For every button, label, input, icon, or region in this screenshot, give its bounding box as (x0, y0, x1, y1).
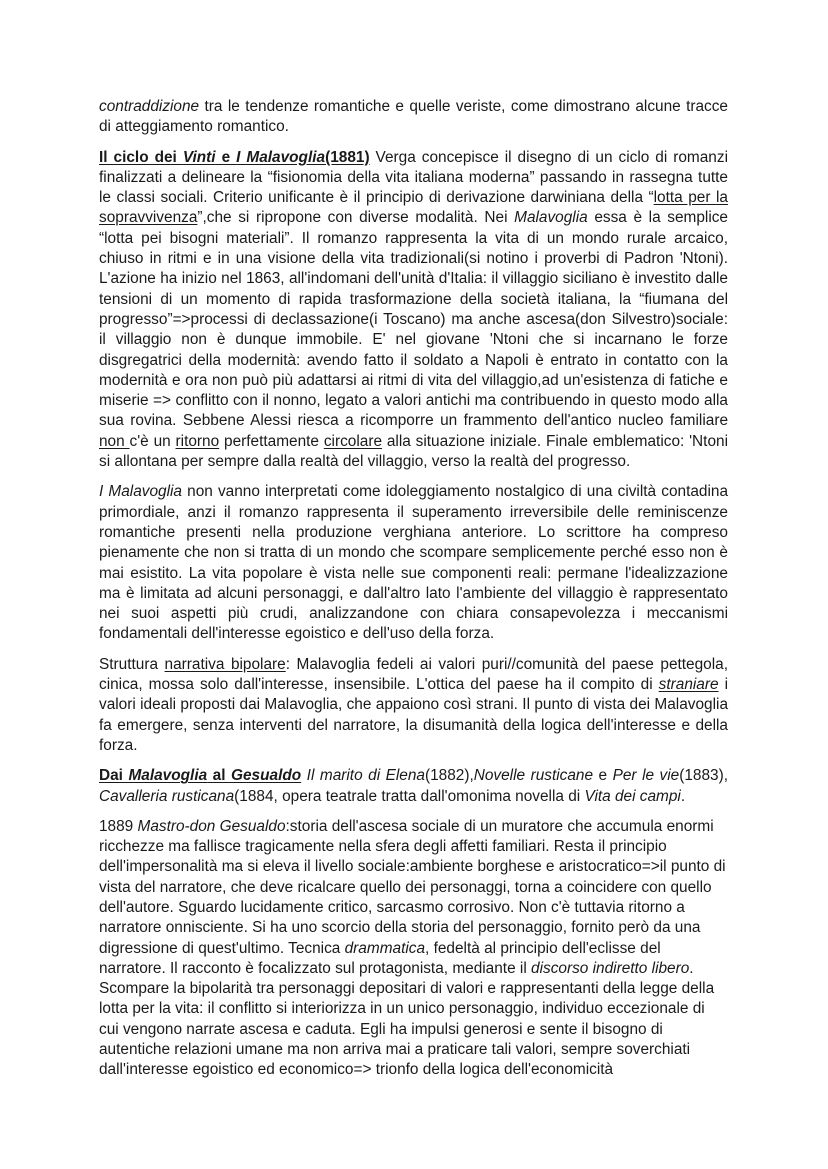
italic-term: contraddizione (99, 98, 200, 115)
underlined-term: lotta per la sopravvivenza (99, 189, 728, 227)
text-run: , fedeltà al principio dell'eclisse del narratore. Il racconto è focalizzato sul protagonista, mediante il (99, 939, 661, 977)
italic-title: Il marito di Elena (306, 767, 425, 785)
section-heading-ciclo-dei-vinti (99, 149, 370, 166)
heading-text: Dai (99, 767, 129, 785)
italic-title: Mastro-don Gesualdo (137, 817, 286, 835)
text-run: i valori ideali proposti dai Malavoglia, che appaiono così strani. Il punto di vista dei Malavoglia fa emergere, senza interventi del narratore, la disumanità della logica dell'interesse e della forza. (99, 676, 728, 754)
italic-title: Cavalleria rusticana (99, 787, 235, 805)
paragraph-malavoglia-interpretation (99, 482, 728, 644)
text-run: : Malavoglia fedeli ai valori puri//comunità del paese pettegola, cinica, mossa solo dall'interesse, insensibile. L'ottica del paese ha il compito di (99, 655, 728, 694)
paragraph-romantic-contradiction (99, 97, 728, 138)
text-run: 1889 (99, 817, 138, 835)
text-run: . (680, 787, 686, 805)
heading-text: al (207, 767, 232, 785)
text-run: Struttura (99, 655, 165, 673)
paragraph-dai-malavoglia-al-gesualdo (99, 766, 728, 807)
text-run: c'è un (129, 432, 176, 450)
heading-title-malavoglia: I Malavoglia (236, 148, 326, 166)
underlined-term: ritorno (175, 432, 220, 450)
italic-term: discorso indiretto libero (531, 959, 690, 977)
text-run: Verga concepisce il disegno di un ciclo di romanzi finalizzati a delineare la “fisionomia della vita italiana moderna” passando in rassegna tutte le classi sociali. Criterio unificante è il principio di derivazione darwiniana della “ (99, 148, 728, 207)
underlined-italic-term: straniare (658, 676, 719, 694)
text-run: essa è la semplice “lotta pei bisogni materiali”. Il romanzo rappresenta la vita di un mondo rurale arcaico, chiuso in ritmi e in una visione della vita tradizionali(si notino i proverbi di Padron 'Ntoni). L'azione ha inizio nel 1863, all'indomani dell'unità d'Italia: il villaggio siciliano è investito dalle tensioni di un momento di rapida trasformazione della società italiana, la “fiumana del progresso”=>processi di declassazione(i Toscano) ma anche ascesa(don Silvestro)sociale: il villaggio non è dunque immobile. E' nel giovane 'Ntoni che si incarnano le forze disgregatrici della modernità: avendo fatto il soldato a Napoli è entrato in contatto con la modernità e ora non può più adattarsi ai ritmi di vita del villaggio,ad un'esistenza di fatiche e miserie => conflitto con il nonno, legato a valori antichi ma contribuendo in questo modo alla sua rovina. Sebbene Alessi riesca a ricomporre un frammento dell'antico nucleo familiare (99, 209, 728, 430)
text-run: perfettamente (219, 432, 324, 450)
heading-year: (1881) (325, 148, 370, 166)
underlined-term: non (99, 432, 130, 450)
paragraph-ciclo-dei-vinti (99, 148, 728, 473)
underlined-term: narrativa bipolare (164, 655, 286, 673)
text-run: (1884, opera teatrale tratta dall'omonima novella di (234, 787, 585, 805)
text-run: (1882), (424, 767, 474, 785)
italic-title: Novelle rusticane (473, 767, 594, 785)
italic-title: Malavoglia (514, 209, 588, 227)
heading-title-vinti: Vinti (182, 148, 216, 166)
heading-text: e (215, 148, 237, 166)
italic-title: Vita dei campi (584, 787, 681, 805)
text-run: alla situazione iniziale. Finale emblematico: 'Ntoni si allontana per sempre dalla realtà del villaggio, verso la realtà del progresso. (99, 432, 728, 471)
text-run: non vanno interpretati come idoleggiamento nostalgico di una civiltà contadina primordiale, anzi il romanzo rappresenta il superamento irreversibile delle reminiscenze romantiche presenti nella produzione verghiana anteriore. Lo scrittore ha compreso pienamente che non si tratta di un mondo che scompare semplicemente perché esso non è mai esistito. La vita popolare è vista nelle sue componenti reali: permane l'idealizzazione ma è limitata ad alcuni personaggi, e dall'altro lato l'ambiente del villaggio è rappresentato nei suoi aspetti più crudi, analizzandone con chiara consapevolezza i meccanismi fondamentali dell'interesse egoistico e dell'uso della forza. (99, 483, 728, 643)
italic-title: I Malavoglia (99, 483, 182, 501)
text-run: :storia dell'ascesa sociale di un muratore che accumula enormi ricchezze ma fallisce tragicamente nella sfera degli affetti familiari. Resta il principio dell'impersonalità ma si eleva il livello sociale:ambiente borghese e aristocratico=>il punto di vista del narratore, che deve ricalcare quello dei personaggi, torna a coincidere con quello dell'autore. Sguardo lucidamente critico, sarcasmo corrosivo. Non c'è tuttavia ritorno a narratore onnisciente. Si ha uno scorcio della storia del personaggio, fornito però da una digressione di quest'ultimo. Tecnica (99, 817, 726, 957)
section-heading-dai-malavoglia (99, 767, 301, 784)
heading-text: Il ciclo dei (99, 148, 183, 166)
heading-title-gesualdo: Gesualdo (231, 767, 302, 785)
underlined-term: circolare (323, 432, 383, 450)
text-run: e (593, 767, 613, 785)
heading-title-malavoglia: Malavoglia (128, 767, 208, 785)
italic-term: drammatica (344, 939, 426, 957)
paragraph-narrative-structure (99, 655, 728, 756)
text-run: ”,che si ripropone con diverse modalità. Nei (197, 209, 515, 227)
text-run: (1883), (679, 767, 728, 785)
italic-title: Per le vie (612, 767, 680, 785)
text-run: . Scompare la bipolarità tra personaggi depositari di valori e rappresentanti della legge della lotta per la vita: il conflitto si interiorizza in un unico personaggio, individuo eccezionale di cui vengono narrate ascesa e caduta. Egli ha impulsi generosi e sente il bisogno di autentiche relazioni umane ma non arriva mai a praticare tali valori, sempre soverchiati dall'interesse egoistico ed economico=> trionfo della logica dell'economicità (99, 959, 715, 1079)
text-run: tra le tendenze romantiche e quelle veriste, come dimostrano alcune tracce di atteggiamento romantico. (99, 98, 728, 136)
paragraph-mastro-don-gesualdo (99, 817, 728, 1081)
